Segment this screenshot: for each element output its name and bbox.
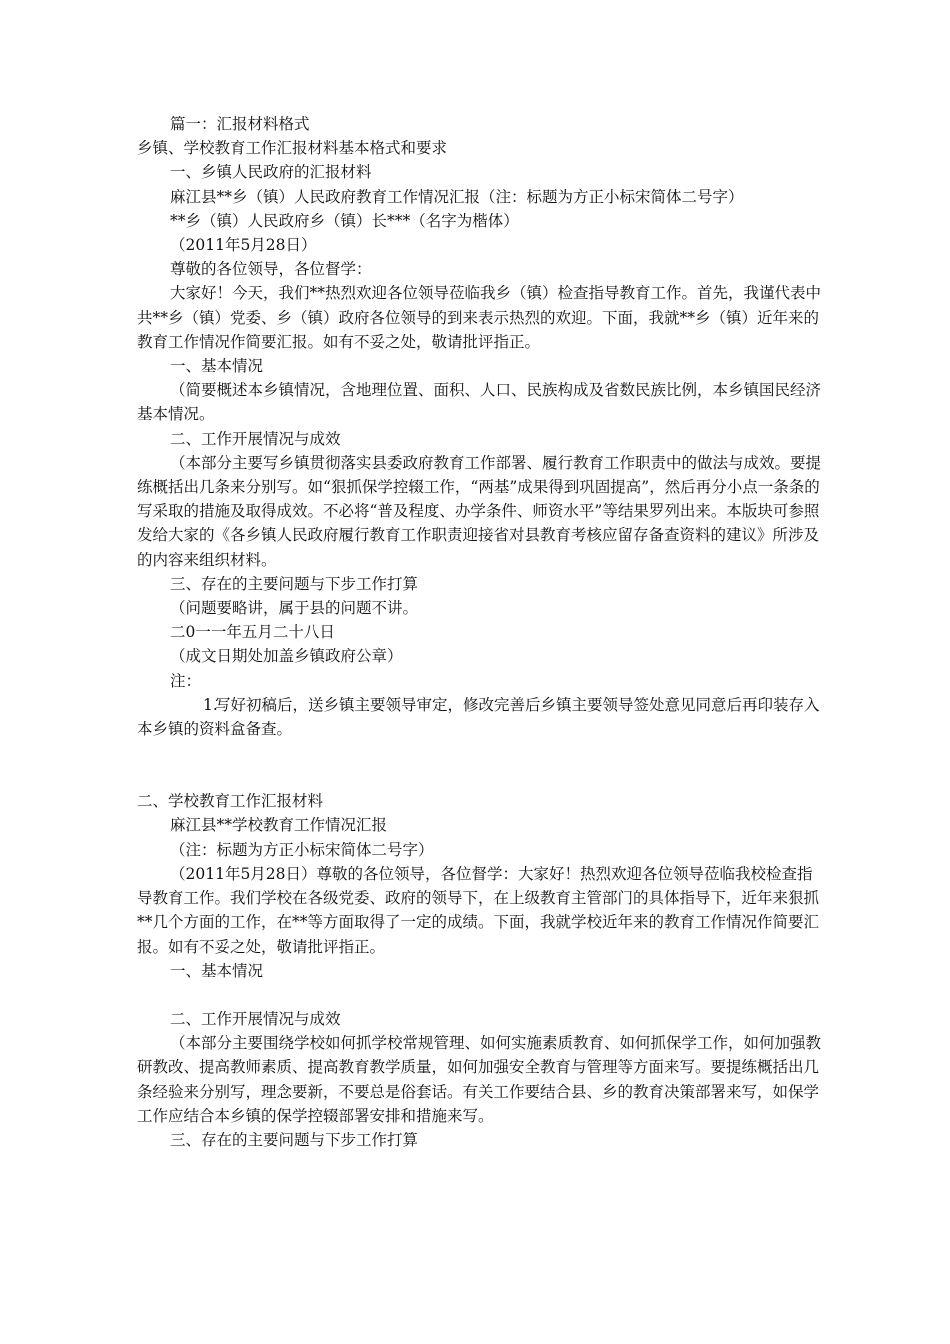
report-title: 麻江县**乡（镇）人民政府教育工作情况汇报（注：标题为方正小标宋简体二号字） [170, 187, 744, 206]
section-heading: 一、乡镇人民政府的汇报材料 [170, 163, 372, 182]
subheading: 三、存在的主要问题与下步工作打算 [170, 574, 419, 593]
paragraph: （本部分主要围绕学校如何抓学校常规管理、如何实施素质教育、如何抓保学工作，如何加强教研教改、提高教师素质、提高教育教学质量，如何加强安全教育与管理等方面来写。要提练概括出几条经验来分别写，理念要新，不要总是俗套话。有关工作要结合县、乡的教育决策部署来写，如保学工作应结合本乡镇的保学控辍部署安排和措施来写。 [137, 1034, 822, 1125]
spacer [137, 983, 827, 1007]
note-text: 写好初稿后，送乡镇主要领导审定，修改完善后乡镇主要领导签处意见同意后再印装存入本乡镇的资料盒备查。 [137, 695, 820, 739]
spacer [137, 741, 827, 789]
report-author: **乡（镇）人民政府乡（镇）长***（名字为楷体） [170, 211, 519, 230]
note-label: 注： [170, 671, 202, 690]
date-line: 二0一一年五月二十八日 [170, 623, 335, 642]
subheading: 三、存在的主要问题与下步工作打算 [170, 1130, 419, 1149]
report-title: 麻江县**学校教育工作情况汇报 [170, 816, 388, 835]
doc-heading: 篇一：汇报材料格式 [170, 115, 310, 133]
section-heading: 二、学校教育工作汇报材料 [137, 792, 324, 811]
subheading: 二、工作开展情况与成效 [170, 429, 341, 448]
salutation: 尊敬的各位领导，各位督学： [170, 260, 372, 279]
subheading: 一、基本情况 [170, 357, 264, 376]
paragraph: （简要概述本乡镇情况，含地理位置、面积、人口、民族构成及省数民族比例，本乡镇国民经济基本情况。 [137, 381, 822, 424]
subheading: 二、工作开展情况与成效 [170, 1009, 341, 1028]
paragraph: （本部分主要写乡镇贯彻落实县委政府教育工作部署、履行教育工作职责中的做法与成效。要提练概括出几条来分别写。如“狠抓保学控辍工作，“两基”成果得到巩固提高”，然后再分小点一条条的写采取的措施及取得成效。不必将“普及程度、办学条件、师资水平”等结果罗列出来。本版块可参照发给大家的《各乡镇人民政府履行教育工作职责迎接省对县教育考核应留存备查资料的建议》所涉及的内容来组织材料。 [137, 453, 822, 569]
note-number: 1. [203, 695, 218, 714]
paragraph: （2011年5月28日）尊敬的各位领导，各位督学：大家好！热烈欢迎各位领导莅临我校检查指导教育工作。我们学校在各级党委、政府的领导下，在上级教育主管部门的具体指导下，近年来狠抓**几个方面的工作，在**等方面取得了一定的成绩。下面，我就学校近年来的教育工作情况作简要汇报。如有不妥之处，敬请批评指正。 [137, 864, 820, 956]
paragraph: 大家好！今天，我们**热烈欢迎各位领导莅临我乡（镇）检查指导教育工作。首先，我谨代表中共**乡（镇）党委、乡（镇）政府各位领导的到来表示热烈的欢迎。下面，我就**乡（镇）近年来的教育工作情况作简要汇报。如有不妥之处，敬请批评指正。 [137, 284, 822, 351]
subheading: 一、基本情况 [170, 961, 264, 980]
note-item [137, 693, 827, 741]
doc-title: 乡镇、学校教育工作汇报材料基本格式和要求 [137, 139, 448, 158]
report-date: （2011年5月28日） [170, 236, 317, 255]
seal-note: （成文日期处加盖乡镇政府公章） [170, 647, 403, 666]
title-note: （注：标题为方正小标宋简体二号字） [170, 840, 434, 859]
paragraph: （问题要略讲，属于县的问题不讲。 [170, 599, 419, 618]
document-body [137, 112, 827, 1152]
